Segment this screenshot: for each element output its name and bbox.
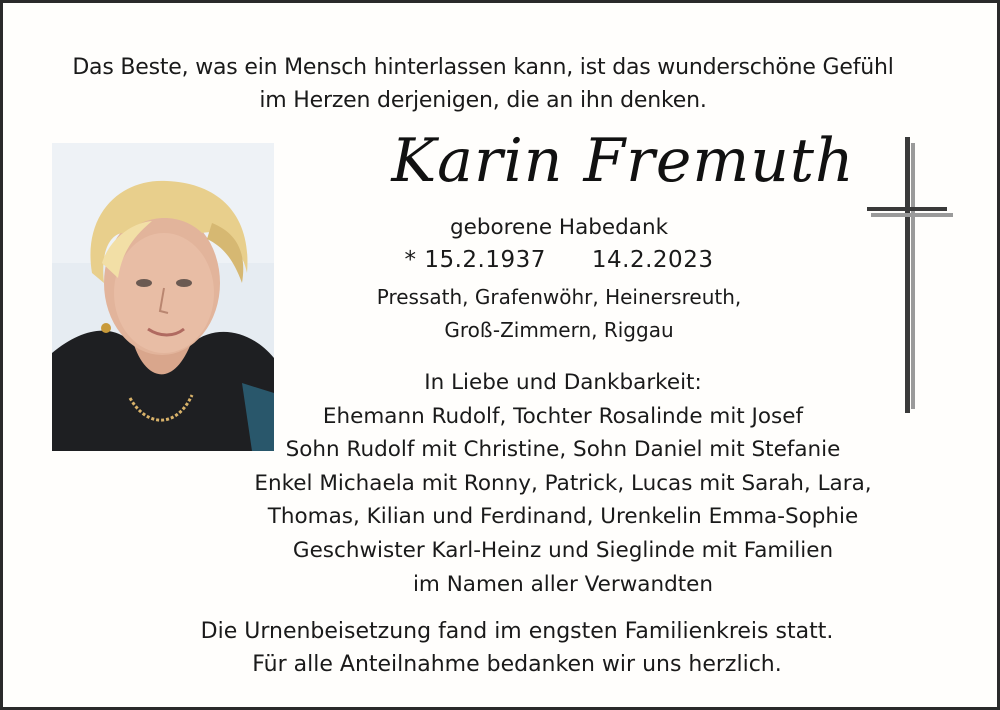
quote-line-1: Das Beste, was ein Mensch hinterlassen kann, ist das wunderschöne Gefühl xyxy=(72,55,894,80)
family-line: Ehemann Rudolf, Tochter Rosalinde mit Josef xyxy=(322,403,804,429)
family-line: Sohn Rudolf mit Christine, Sohn Daniel mit Stefanie xyxy=(285,437,841,463)
death-date: 14.2.2023 xyxy=(591,247,714,273)
birth-name: geborene Habedank xyxy=(449,215,669,240)
birth-date: * 15.2.1937 xyxy=(404,247,546,273)
places-line-1: Pressath, Grafenwöhr, Heinersreuth, xyxy=(376,285,742,309)
closing-text xyxy=(3,615,1000,681)
family-list xyxy=(203,366,923,601)
family-line: Enkel Michaela mit Ronny, Patrick, Lucas mit Sarah, Lara, xyxy=(254,470,872,496)
family-line: im Namen aller Verwandten xyxy=(412,571,714,597)
closing-line-1: Die Urnenbeisetzung fand im engsten Familienkreis statt. xyxy=(200,619,834,644)
family-line: Geschwister Karl-Heinz und Sieglinde mit Familien xyxy=(292,537,834,563)
family-heading: In Liebe und Dankbarkeit: xyxy=(424,370,702,395)
places xyxy=(309,281,809,347)
life-dates xyxy=(309,243,809,277)
closing-line-2: Für alle Anteilnahme bedanken wir uns herzlich. xyxy=(252,652,782,677)
quote xyxy=(3,51,963,117)
deceased-name: Karin Fremuth xyxy=(391,126,855,196)
quote-line-2: im Herzen derjenigen, die an ihn denken. xyxy=(259,88,707,113)
places-line-2: Groß-Zimmern, Riggau xyxy=(444,318,674,342)
family-line: Thomas, Kilian und Ferdinand, Urenkelin Emma-Sophie xyxy=(267,504,859,530)
